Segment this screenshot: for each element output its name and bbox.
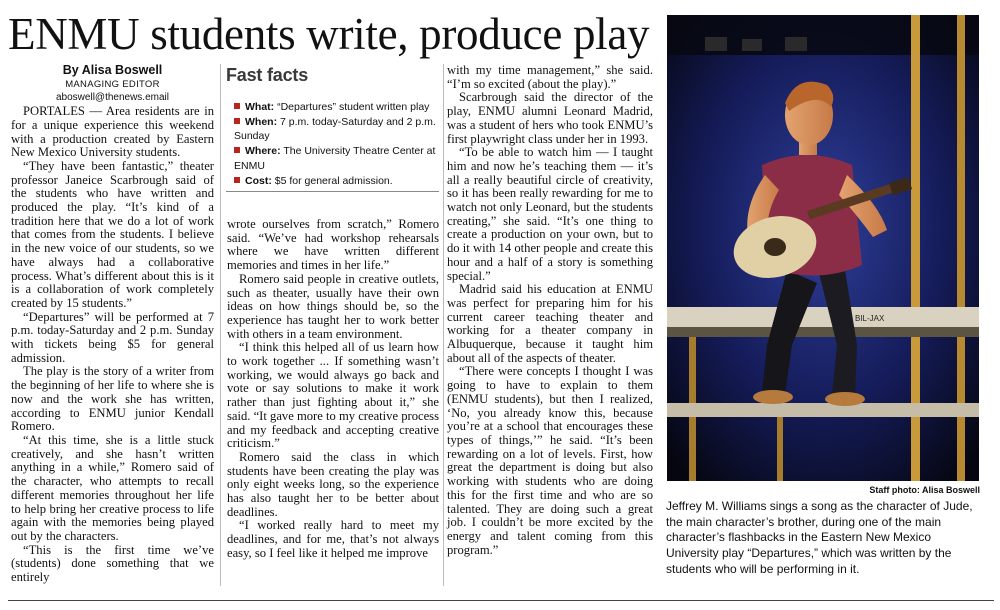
fast-facts-list [226,100,439,188]
fast-fact-item [234,100,439,115]
column-divider [443,64,444,586]
fast-fact-label: What: [245,101,275,113]
column-divider [220,64,221,586]
byline-title: MANAGING EDITOR [65,78,160,90]
article-body-col1 [11,105,214,585]
fast-fact-item [234,144,439,173]
paragraph: Romero said people in creative outlets, such as theater, usually have their own ideas on how things should be, so the experience has taught her to work better with others in a team environment. [227,271,439,341]
fast-fact-label: Cost: [245,174,272,187]
photo-credit: Staff photo: Alisa Boswell [869,485,980,495]
paragraph: Madrid said his education at ENMU was perfect for preparing him for his current career teaching theater and working for a theater company in Albuquerque, because it taught him about all of the aspects of theater. [447,282,653,365]
fast-fact-text: $5 for general admission. [271,174,393,187]
paragraph: with my time management,” she said. “I’m so excited (about the play).” [447,63,653,91]
fast-fact-item [234,174,439,189]
article-column-1 [11,64,214,585]
page-bottom-rule [8,600,994,601]
fast-fact-text: The University Theatre Center at ENMU [234,145,436,172]
paragraph: “I think this helped all of us learn how to work together ... If something wasn’t working, we would always go back and vote or say solutions to make it work rather than just fighting about it,” she said. “It gave more to my creative process and my feedback and accepting creative criticism.” [227,340,439,451]
byline-name: By Alisa Boswell [62,63,163,77]
headline: ENMU students write, produce play [8,9,650,59]
paragraph: “I worked really hard to meet my deadlines, and for me, that’s not always easy, so I feel like it helped me improve [227,518,439,560]
paragraph: The play is the story of a writer from the beginning of her life to where she is now and the work she has written, according to ENMU junior Kendall Romero. [11,364,214,434]
paragraph: wrote ourselves from scratch,” Romero said. “We’ve had workshop rehearsals where we have written different memories and times in her life.” [227,217,439,273]
stage-photo [667,15,979,481]
fast-fact-text: 7 p.m. today-Saturday and 2 p.m. Sunday [234,115,436,143]
paragraph: “They have been fantastic,” theater professor Janeice Scarbrough said of the students who have written and produced the play. “It’s kind of a tradition here that we do a lot of work that comes from the students. I believe in the new voice of our students, so we have always had a collaborative process. What’s different about this is it is a collaboration of work completely created by 15 students.” [11,158,214,310]
fast-fact-text: “Departures” student written play [274,101,430,113]
fast-fact-label: When: [245,115,278,128]
paragraph: Scarbrough said the director of the play, ENMU alumni Leonard Madrid, was a student of hers who took ENMU’s first playwright class under her in 1993. [447,90,653,146]
bullet-square-icon [234,118,240,124]
paragraph: Romero said the class in which students have been creating the play was only eight weeks long, so the experience has also taught her to be better about deadlines. [227,449,439,519]
fast-fact-label: Where: [245,145,281,158]
paragraph: “This is the first time we’ve (students) done something that we entirely [11,542,214,585]
bullet-square-icon [234,103,240,109]
paragraph: “Departures” will be performed at 7 p.m. today-Saturday and 2 p.m. Sunday with tickets being $5 for general admission. [11,309,214,365]
fast-facts-heading: Fast facts [226,65,309,85]
scaffold-label: BIL-JAX [855,314,885,323]
article-body-col2 [227,218,439,561]
bullet-square-icon [234,177,240,183]
article-column-2 [227,218,439,561]
paragraph: “There were concepts I thought I was going to have to explain to them (ENMU students), but then I realized, ‘No, you already know this, because you’re at a school that encourages these types of things,’” he said. “It’s been rewarding on a lot of levels. First, how great the department is doing but also working with students who are doing this for the first time and who are so talented. They are doing such a great job. I couldn’t be more excited by the energy and talent coming from this program.” [447,364,653,557]
byline-email: aboswell@thenews.email [56,92,169,104]
fast-facts-box [226,63,439,192]
paragraph: “At this time, she is a little stuck creatively, and she hasn’t written anything in a while,” Romero said of the character, who attempts to recall different memories throughout her life to help bring her creative process to life again with the memories being played out by the characters. [11,432,214,543]
article-body-col3 [447,64,653,557]
paragraph: “To be able to watch him — I taught him and now he’s teaching them — it’s all a really beautiful circle of creativity, so it has been really rewarding for me to watch not only Leonard, but the students creating,” she said. “It’s one thing to create a production on your own, but to do it with 14 other people and create this hour and a half of a story is something special.” [447,145,653,283]
photo-caption: Jeffrey M. Williams sings a song as the character of Jude, the main character’s brother, during one of the main character’s flashbacks in the Eastern New Mexico University play “Departures,” which was written by the students who will be performing in it. [666,499,973,576]
fast-fact-item [234,115,439,144]
bullet-square-icon [234,147,240,153]
article-column-3 [447,64,653,557]
paragraph: PORTALES — Area residents are in for a unique experience this weekend with a production created by Eastern New Mexico University students. [11,104,214,160]
stage-photo-illustration [667,15,979,481]
